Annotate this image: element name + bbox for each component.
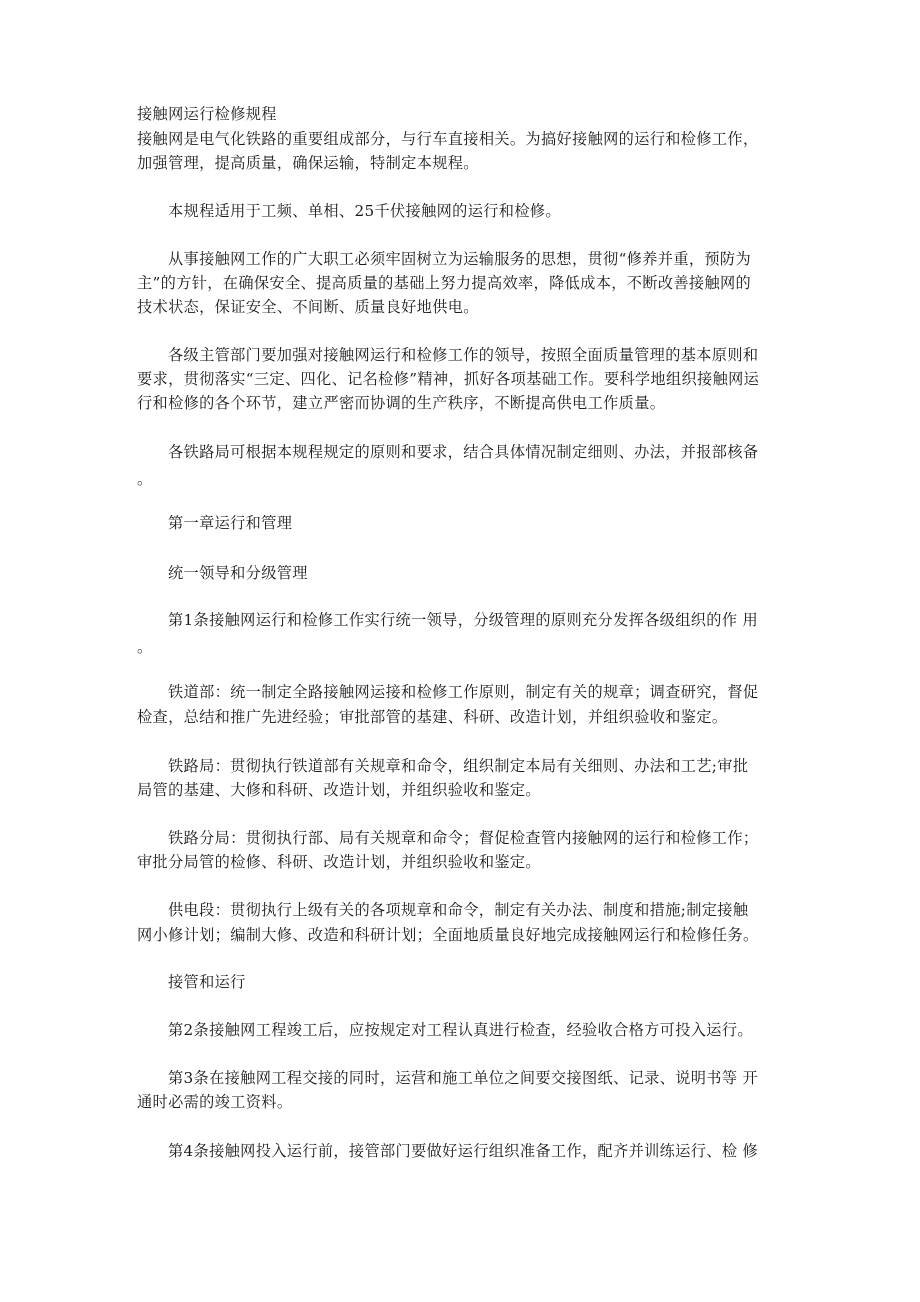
section-heading: 接管和运行 [168, 973, 246, 991]
paragraph-line: 铁路局：贯彻执行铁道部有关规章和命令，组织制定本局有关细则、办法和工艺;审批 [168, 757, 749, 775]
article-line: 第4条接触网投入运行前，接管部门要做好运行组织准备工作，配齐并训练运行、检 修 [168, 1142, 759, 1160]
paragraph-line: 技术状态，保证安全、不间断、质量良好地供电。 [137, 298, 479, 316]
document-title: 接触网运行检修规程 [137, 105, 277, 123]
paragraph-line: 网小修计划；编制大修、改造和科研计划；全面地质量良好地完成接触网运行和检修任务。 [137, 926, 759, 944]
paragraph-line: 。 [137, 638, 153, 656]
paragraph-line: 各铁路局可根据本规程规定的原则和要求，结合具体情况制定细则、办法，并报部核备 [168, 443, 759, 461]
paragraph-line: 接触网是电气化铁路的重要组成部分，与行车直接相关。为搞好接触网的运行和检修工作， [137, 130, 759, 148]
paragraph-line: 要求，贯彻落实“三定、四化、记名检修”精神，抓好各项基础工作。要科学地组织接触网运 [137, 370, 760, 388]
paragraph-line: 检查，总结和推广先进经验；审批部管的基建、科研、改造计划，并组织验收和鉴定。 [137, 708, 728, 726]
paragraph-line: 加强管理，提高质量，确保运输，特制定本规程。 [137, 154, 479, 172]
paragraph-line: 。 [137, 470, 153, 488]
paragraph-line: 主”的方针，在确保安全、提高质量的基础上努力提高效率，降低成本，不断改善接触网的 [137, 274, 752, 292]
paragraph-line: 铁道部：统一制定全路接触网运接和检修工作原则，制定有关的规章；调查研究，督促 [168, 683, 759, 701]
section-heading: 统一领导和分级管理 [168, 564, 308, 582]
paragraph-line: 供电段：贯彻执行上级有关的各项规章和命令，制定有关办法、制度和措施;制定接触 [168, 901, 749, 919]
article-line: 第1条接触网运行和检修工作实行统一领导，分级管理的原则充分发挥各级组织的作 用 [168, 611, 759, 629]
paragraph-line: 行和检修的各个环节，建立严密而协调的生产秩序，不断提高供电工作质量。 [137, 394, 666, 412]
article-line: 第3条在接触网工程交接的同时，运营和施工单位之间要交接图纸、记录、说明书等 开 [168, 1069, 759, 1087]
paragraph-line: 审批分局管的检修、科研、改造计划，并组织验收和鉴定。 [137, 853, 541, 871]
paragraph-line: 通时必需的竣工资料。 [137, 1093, 293, 1111]
paragraph-line: 各级主管部门要加强对接触网运行和检修工作的领导，按照全面质量管理的基本原则和 [168, 346, 759, 364]
paragraph-line: 局管的基建、大修和科研、改造计划，并组织验收和鉴定。 [137, 781, 541, 799]
paragraph-line: 铁路分局：贯彻执行部、局有关规章和命令；督促检查管内接触网的运行和检修工作； [168, 829, 759, 847]
paragraph-line: 本规程适用于工频、单相、25千伏接触网的运行和检修。 [168, 202, 561, 220]
article-line: 第2条接触网工程竣工后，应按规定对工程认真进行检查，经验收合格方可投入运行。 [168, 1021, 753, 1039]
chapter-heading: 第一章运行和管理 [168, 514, 293, 532]
paragraph-line: 从事接触网工作的广大职工必须牢固树立为运输服务的思想，贯彻“修养并重，预防为 [168, 250, 752, 268]
